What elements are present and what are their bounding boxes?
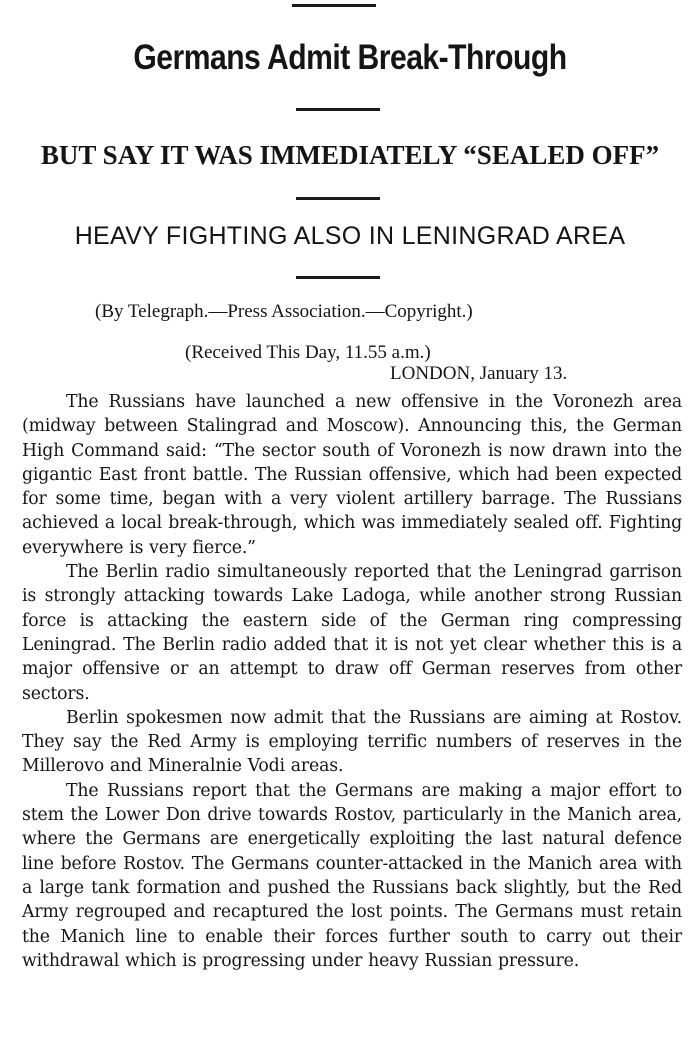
paragraph-2: The Berlin radio simultaneously reported that the Leningrad garrison is strongly attacking towards Lake Ladoga, while another strong Russian force is attacking the eastern side of the German ring compressing Leningrad. The Berlin radio added that it is not yet clear whether this is a major offensive or an attempt to draw off German reserves from other sectors.: [22, 562, 682, 704]
received-line: (Received This Day, 11.55 a.m.): [185, 342, 431, 363]
subheadline-rule: [296, 197, 380, 200]
headline-rule: [296, 108, 380, 111]
paragraph-4: The Russians report that the Germans are making a major effort to stem the Lower Don drive towards Rostov, particularly in the Manich area, where the Germans are energetically exploiting the last natural defence line before Rostov. The Germans counter-attacked in the Manich area with a large tank formation and pushed the Russians back slightly, but the Red Army regrouped and recaptured the lost points. The Germans must retain the Manich line to enable their forces further south to carry out their withdrawal which is progressing under heavy Russian pressure.: [22, 780, 682, 971]
subheadline: BUT SAY IT WAS IMMEDIATELY “SEALED OFF”: [40, 140, 660, 170]
article-body: [22, 390, 682, 973]
paragraph-3: Berlin spokesmen now admit that the Russians are aiming at Rostov. They say the Red Army is employing terrific numbers of reserves in the Millerovo and Mineralnie Vodi areas.: [22, 707, 682, 777]
dateline: LONDON, January 13.: [390, 363, 568, 384]
headline: Germans Admit Break-Through: [133, 38, 567, 77]
secondary-headline: HEAVY FIGHTING ALSO IN LENINGRAD AREA: [74, 222, 626, 250]
secondary-headline-rule: [296, 276, 380, 279]
top-rule: [292, 4, 376, 7]
credit-line: (By Telegraph.—Press Association.—Copyright.): [95, 301, 473, 322]
paragraph-1: The Russians have launched a new offensive in the Voronezh area (midway between Stalingrad and Moscow). Announcing this, the German High Command said: “The sector south of Voronezh is now drawn into the gigantic East front battle. The Russian offensive, which had been expected for some time, began with a very violent artillery barrage. The Russians achieved a local break-through, which was immediately sealed off. Fighting everywhere is very fierce.”: [22, 392, 682, 558]
